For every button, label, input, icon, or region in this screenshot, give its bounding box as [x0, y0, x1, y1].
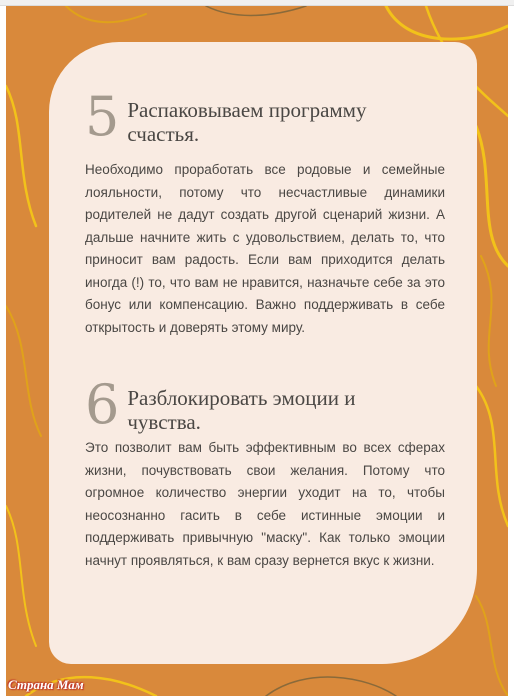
section-6-header — [85, 373, 407, 436]
section-5-body: Необходимо проработать все родовые и семейные лояльности, потому что несчастливые динамики родителей не дадут создать другой сценарий жизни. А дальше начните жить с удовольствием, делать то, что приносит вам радость. Если вам приходится делать иногда (!) то, что вам не нравится, назначьте себе за это бонус или компенсацию. Важно поддерживать в себе открытость и доверять этому миру. — [85, 162, 445, 335]
section-number: 6 — [85, 373, 120, 436]
section-5-header — [85, 85, 407, 148]
section-title: Разблокировать эмоции и чувства. — [127, 386, 356, 434]
poster — [6, 6, 508, 696]
section-title: Распаковываем программу счастья. — [127, 98, 367, 146]
site-watermark: Страна Мам — [8, 677, 84, 692]
section-6-body: Это позволит вам быть эффективным во всех сферах жизни, почувствовать свои желания. Потому что огромное количество энергии уходит на то, чтобы неосознанно гасить в себе истинные эмоции и поддерживать привычную "маску". Как только эмоции начнут проявляться, к вам сразу вернется вкус к жизни. — [85, 440, 445, 568]
content-card — [49, 42, 477, 664]
section-number: 5 — [85, 85, 120, 148]
